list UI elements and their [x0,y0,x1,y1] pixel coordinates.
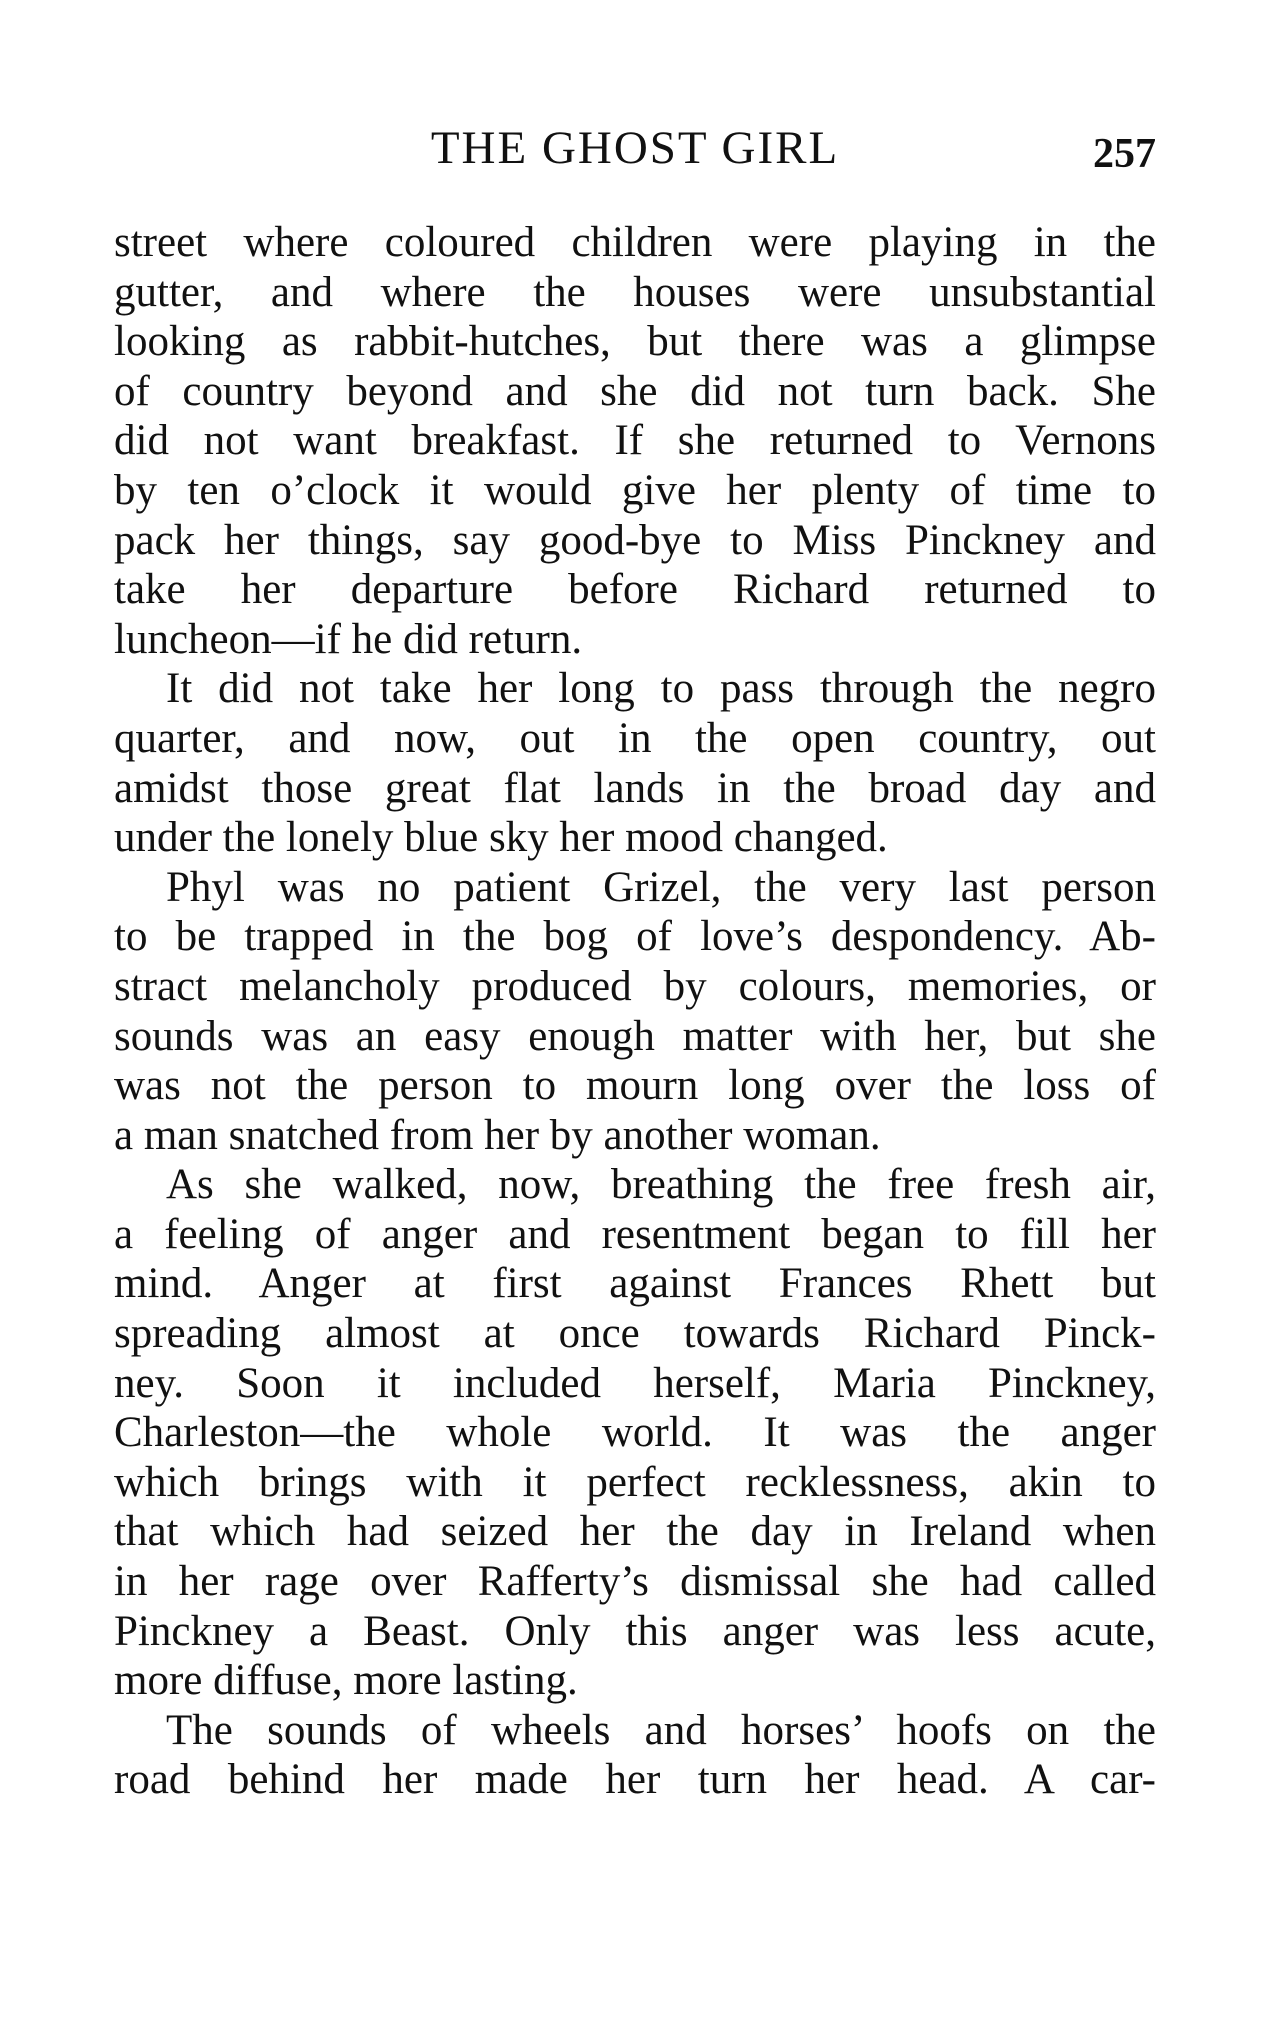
text-line: gutter, and where the houses were unsubstantial [114,268,1156,316]
text-line: by ten o’clock it would give her plenty of time to [114,466,1156,514]
text-line: more diffuse, more lasting. [114,1657,578,1705]
text-line: looking as rabbit-hutches, but there was a glimpse [114,318,1156,366]
text-line: ney. Soon it included herself, Maria Pinckney, [114,1359,1156,1407]
text-line: did not want breakfast. If she returned to Vernons [114,417,1156,465]
text-line: a man snatched from her by another woman. [114,1111,881,1159]
text-line: in her rage over Rafferty’s dismissal she had called [114,1558,1156,1606]
text-line: of country beyond and she did not turn back. She [114,367,1156,415]
text-line: street where coloured children were playing in the [114,219,1156,266]
text-line: road behind her made her turn her head. A car- [114,1756,1156,1804]
text-line: stract melancholy produced by colours, memories, or [114,962,1156,1010]
page-number: 257 [1093,131,1156,177]
text-line: that which had seized her the day in Ireland when [114,1508,1156,1556]
text-line: which brings with it perfect recklessness, akin to [114,1458,1156,1506]
running-title: THE GHOST GIRL [430,122,840,174]
text-line: amidst those great flat lands in the broad day and [114,764,1156,812]
text-line: under the lonely blue sky her mood changed. [114,814,888,862]
text-line: take her departure before Richard returned to [114,566,1156,614]
text-line: luncheon—if he did return. [114,615,583,663]
text-line: Pinckney a Beast. Only this anger was less acute, [114,1607,1156,1655]
text-line: Phyl was no patient Grizel, the very last person [166,863,1156,911]
text-line: to be trapped in the bog of love’s despondency. Ab- [114,913,1156,961]
text-line: mind. Anger at first against Frances Rhett but [114,1260,1156,1308]
text-line: quarter, and now, out in the open country, out [114,714,1156,762]
text-line: pack her things, say good-bye to Miss Pinckney and [114,516,1156,564]
text-line: spreading almost at once towards Richard Pinck- [114,1310,1156,1358]
text-line: As she walked, now, breathing the free fresh air, [166,1161,1156,1209]
text-line: was not the person to mourn long over the loss of [114,1062,1156,1110]
body-text [114,218,1156,1805]
text-line: It did not take her long to pass through the negro [166,665,1156,713]
text-line: sounds was an easy enough matter with her, but she [114,1012,1156,1060]
text-line: a feeling of anger and resentment began to fill her [114,1210,1156,1258]
running-head [114,118,1156,178]
text-line: Charleston—the whole world. It was the anger [114,1409,1156,1457]
text-line: The sounds of wheels and horses’ hoofs on the [166,1706,1156,1754]
